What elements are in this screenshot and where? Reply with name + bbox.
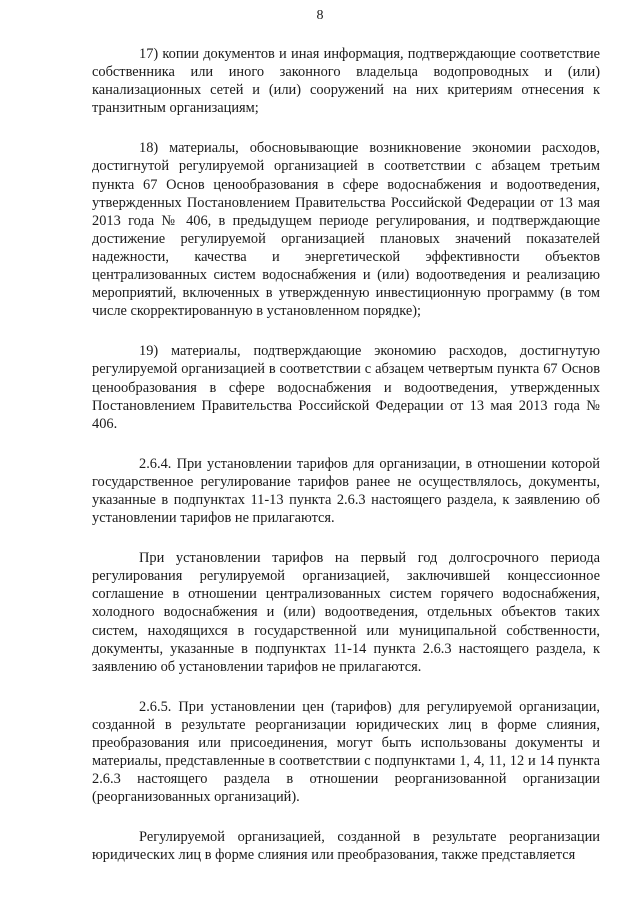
paragraph-2-6-4: 2.6.4. При установлении тарифов для организации, в отношении которой государственное регулирование тарифов ранее не осуществлялось, документы, указанные в подпунктах 11-13 пункта 2.6.3 настоящего раздела, к заявлению об установлении тарифов не прилагаются. <box>92 455 600 527</box>
paragraph-item-19: 19) материалы, подтверждающие экономию расходов, достигнутую регулируемой организацией в соответствии с абзацем четвертым пункта 67 Основ ценообразования в сфере водоснабжения и водоотведения, утвержденных Постановлением Правительства Российской Федерации от 13 мая 2013 года № 406. <box>92 343 600 432</box>
paragraph-concession: При установлении тарифов на первый год долгосрочного периода регулирования регулируемой организацией, заключившей концессионное соглашение в отношении централизованных систем горячего водоснабжения, холодного водоснабжения и (или) водоотведения, отдельных объектов таких систем, находящихся в государственной или муниципальной собственности, документы, указанные в подпунктах 11-14 пункта 2.6.3 настоящего раздела, к заявлению об установлении тарифов не прилагаются. <box>92 550 600 675</box>
paragraph-item-17: 17) копии документов и иная информация, подтверждающие соответствие собственника или иного законного владельца водопроводных и (или) канализационных сетей и (или) сооружений на них критериям отнесения к транзитным организациям; <box>92 46 600 117</box>
paragraph-item-18: 18) материалы, обосновывающие возникновение экономии расходов, достигнутой регулируемой организацией в соответствии с абзацем третьим пункта 67 Основ ценообразования в сфере водоснабжения и водоотведения, утвержденных Постановлением Правительства Российской Федерации от 13 мая 2013 года № 406, в предыдущем периоде регулирования, и подтверждающие достижение регулируемой организацией плановых значений показателей надежности, качества и энергетической эффективности объектов централизованных систем водоснабжения и (или) водоотведения и реализацию мероприятий, включенных в утвержденную инвестиционную программу (в том числе скорректированную в установленном порядке); <box>92 140 600 320</box>
document-body <box>92 45 600 887</box>
paragraph-reorganization: Регулируемой организацией, созданной в результате реорганизации юридических лиц в форме слияния или преобразования, также представляется <box>92 829 600 864</box>
page-number: 8 <box>316 8 324 23</box>
paragraph-2-6-5: 2.6.5. При установлении цен (тарифов) для регулируемой организации, созданной в результате реорганизации юридических лиц в форме слияния, преобразования или присоединения, могут быть использованы документы и материалы, представленные в соответствии с подпунктами 1, 4, 11, 12 и 14 пункта 2.6.3 настоящего раздела в отношении реорганизованной организации (реорганизованных организаций). <box>92 698 600 806</box>
